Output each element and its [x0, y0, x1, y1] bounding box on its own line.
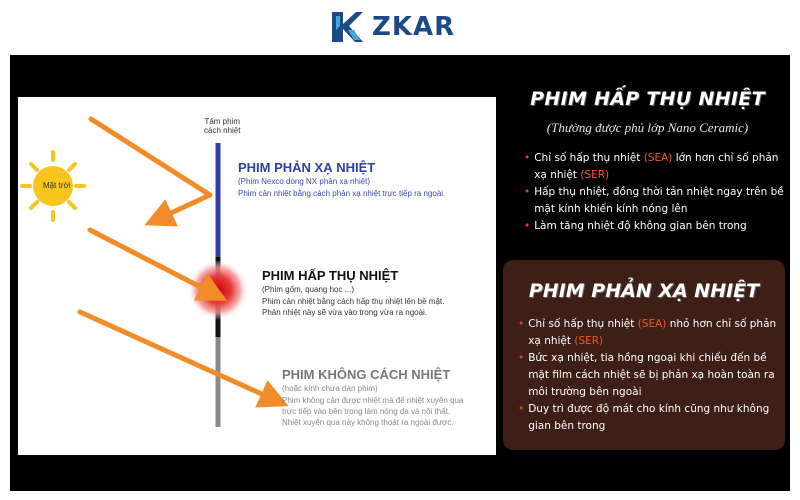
absorbed-ray-arrow	[90, 230, 214, 294]
bullet-icon: •	[524, 186, 531, 198]
bullet-icon: •	[518, 318, 525, 330]
section-reflective	[238, 160, 445, 200]
brand-logo	[330, 10, 455, 44]
section-title: PHIM PHẢN XẠ NHIỆT	[238, 160, 376, 175]
absorb-bullet-list	[524, 150, 784, 235]
heat-film-diagram	[18, 97, 496, 455]
heat-glow-icon	[188, 260, 248, 320]
film-label: Tấm phim cách nhiệt	[204, 117, 241, 136]
section-note: (Phim gốm, quang học ...)	[262, 285, 355, 294]
section-desc: Phim cản nhiệt bằng cách hấp thụ nhiệt lên bề mặt. Phản nhiệt này sẽ vừa vào trong vừa ra ngoài.	[262, 297, 445, 317]
zkar-logo-icon	[330, 10, 364, 44]
section-desc: Phim cản nhiệt bằng cách phản xạ nhiệt trực tiếp ra ngoài.	[238, 189, 446, 198]
transmitted-ray-arrow	[80, 312, 275, 400]
bullet-icon: •	[524, 152, 531, 164]
reflect-bullet-list	[518, 316, 780, 435]
list-item: • Chỉ số hấp thụ nhiệt (SEA) lớn hơn chỉ số phản xạ nhiệt (SER)	[524, 150, 784, 184]
section-absorbing	[262, 268, 444, 319]
section-note: (hoặc kính chưa dán phim)	[282, 384, 378, 393]
list-item: • Chỉ số hấp thụ nhiệt (SEA) nhỏ hơn chỉ số phản xạ nhiệt (SER)	[518, 316, 780, 350]
list-item: • Hấp thụ nhiệt, đồng thời tản nhiệt ngay trên bề mặt kính khiến kính nóng lên	[524, 184, 784, 218]
sun-label: Mặt trời	[43, 181, 71, 190]
section-title: PHIM KHÔNG CÁCH NHIỆT	[282, 367, 451, 382]
list-item: • Bức xạ nhiệt, tia hồng ngoại khi chiếu đến bề mặt film cách nhiệt sẽ bị phản xạ hoàn toàn ra môi trường bên ngoài	[518, 350, 780, 401]
bullet-icon: •	[518, 352, 525, 364]
section-no-insulation	[282, 367, 463, 428]
bullet-icon: •	[524, 220, 531, 232]
list-item: • Làm tăng nhiệt độ không gian bên trong	[524, 218, 784, 235]
section-note: (Phim Nexco dòng NX phản xạ nhiệt)	[238, 177, 371, 186]
reflected-ray-arrow	[91, 119, 210, 219]
list-item: • Duy trì được độ mát cho kính cũng như không gian bên trong	[518, 401, 780, 435]
header	[0, 0, 800, 52]
absorb-title: PHIM HẤP THỤ NHIỆT	[530, 88, 765, 110]
reflect-title: PHIM PHẢN XẠ NHIỆT	[528, 280, 760, 302]
absorb-subtitle: (Thường được phủ lớp Nano Ceramic)	[546, 120, 749, 135]
brand-name: ZKAR	[372, 12, 456, 42]
bullet-icon: •	[518, 403, 525, 415]
section-title: PHIM HẤP THỤ NHIỆT	[262, 268, 399, 283]
section-desc: Phim không cản được nhiệt mà để nhiệt xuyên qua trực tiếp vào bên trong làm nóng da và nội thất. Nhiệt xuyên qua này không thoát ra ngoài được.	[282, 396, 464, 427]
